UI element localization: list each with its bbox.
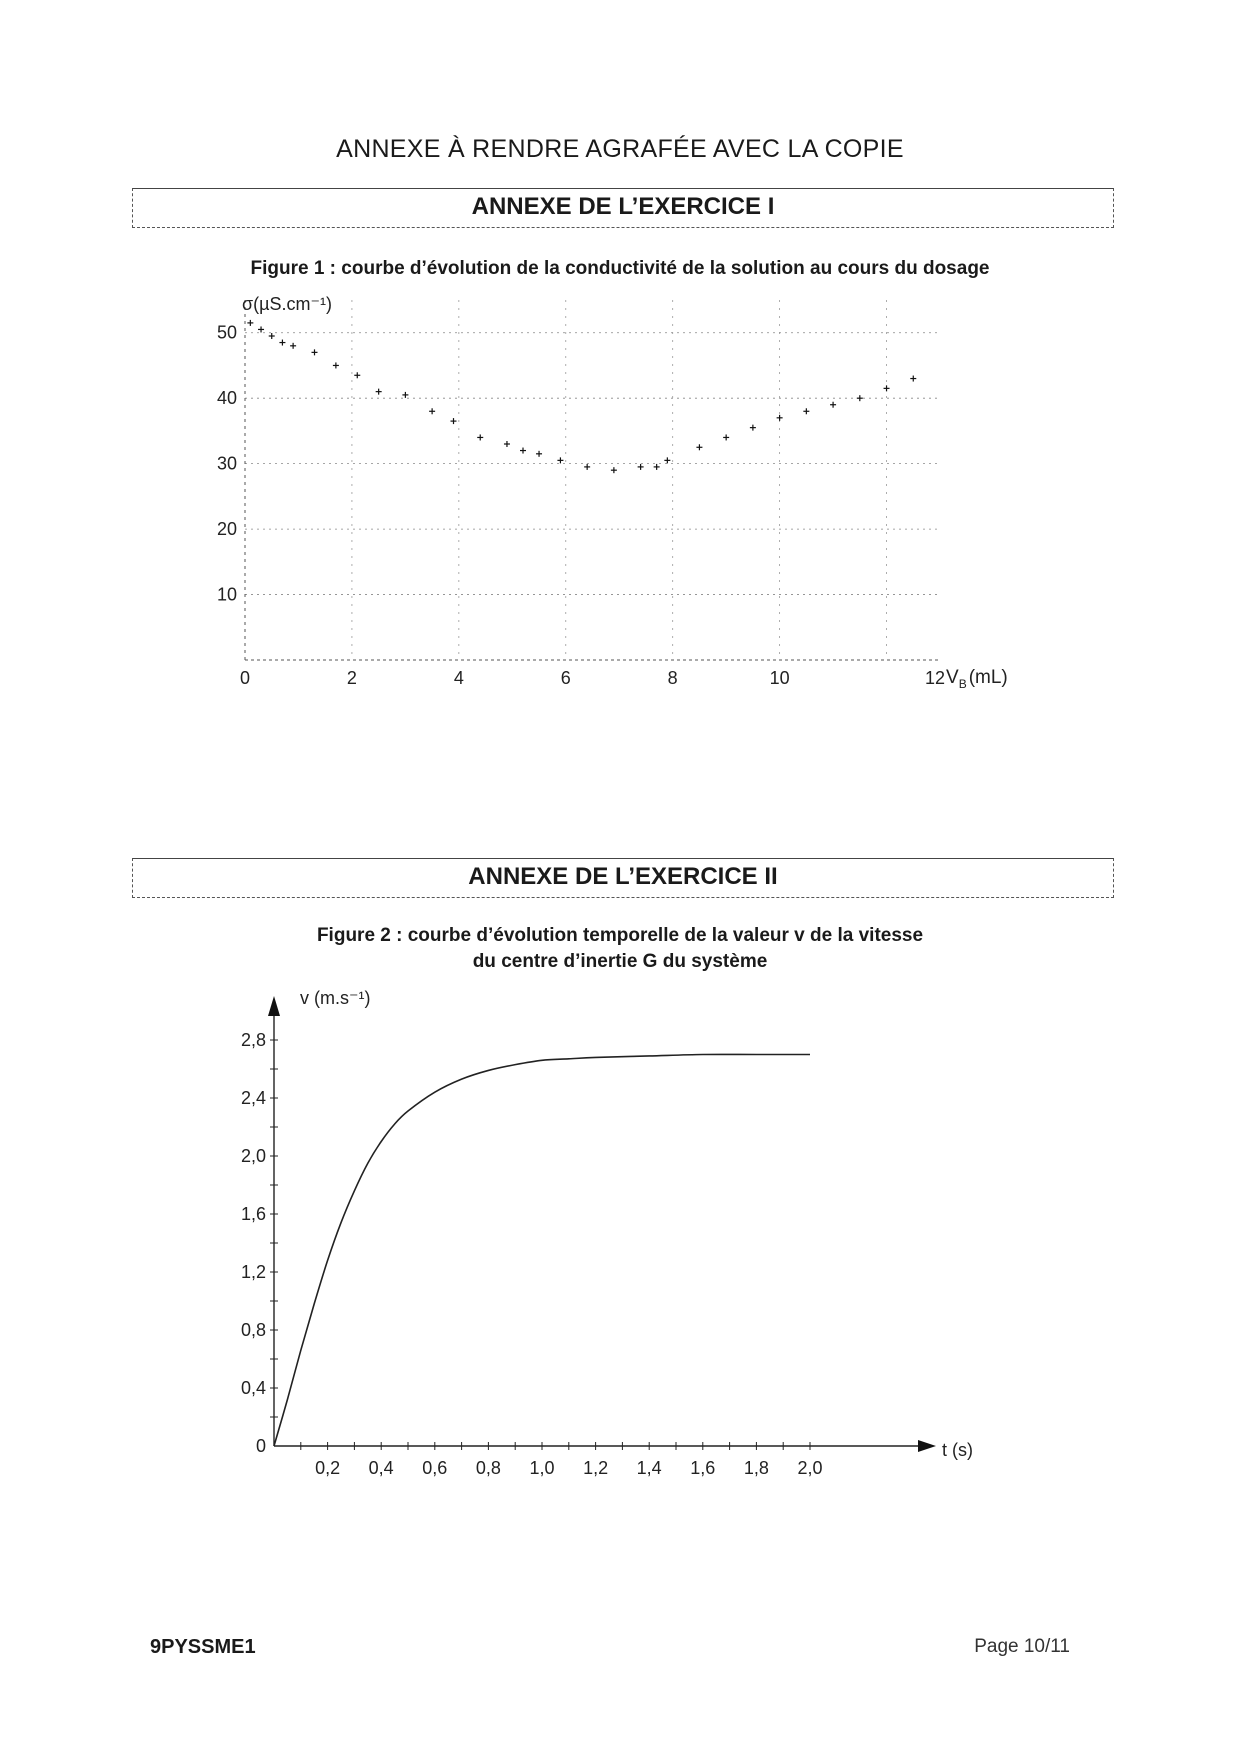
figure-1-data-point	[269, 333, 275, 339]
figure-2-x-tick-label: 2,0	[797, 1458, 823, 1478]
figure-1-data-point	[279, 340, 285, 346]
section-title-exercise-1: ANNEXE DE L’EXERCICE I	[471, 193, 775, 220]
figure-1-y-ticks	[217, 323, 237, 605]
figure-1-data-point	[477, 434, 483, 440]
figure-2-x-tick-label: 0,8	[475, 1458, 501, 1478]
figure-1-data-point	[258, 326, 264, 332]
figure-1-x-axis-label	[946, 667, 1008, 691]
figure-1-data-point	[557, 457, 563, 463]
figure-1-data-point	[910, 376, 916, 382]
figure-1-data-point	[312, 349, 318, 355]
figure-1-data-point	[402, 392, 408, 398]
figure-1-x-tick-label: 6	[560, 668, 571, 688]
figure-2-caption-line1: Figure 2 : courbe d’évolution temporelle de la valeur v de la vitesse	[316, 925, 924, 946]
figure-2-y-ticks	[241, 1030, 266, 1456]
figure-1-data-point	[611, 467, 617, 473]
figure-1-data-point	[290, 343, 296, 349]
figure-1-data-point	[354, 372, 360, 378]
figure-1-data-point	[803, 408, 809, 414]
figure-2-x-tick-label: 1,6	[690, 1458, 716, 1478]
figure-1-x-axis-var: V	[946, 667, 959, 688]
figure-1-x-tick-label: 2	[346, 668, 357, 688]
figure-1-data-point	[750, 425, 756, 431]
figure-2-y-tick-label: 0,4	[240, 1378, 266, 1398]
figure-1-y-tick-label: 30	[216, 453, 237, 474]
figure-2-x-tick-label: 0,4	[368, 1458, 394, 1478]
figure-2-x-axis-arrow	[918, 1440, 936, 1452]
main-title: ANNEXE À RENDRE AGRAFÉE AVEC LA COPIE	[336, 135, 904, 163]
figure-2-x-tick-label: 1,0	[529, 1458, 555, 1478]
figure-2-x-tick-label: 0,6	[422, 1458, 448, 1478]
figure-1-y-tick-label: 10	[216, 584, 237, 605]
footer-document-code: 9PYSSME1	[150, 1636, 256, 1658]
figure-1-x-tick-label: 0	[239, 668, 251, 688]
figure-1-points	[247, 320, 916, 473]
figure-2-y-tick-label: 2,0	[240, 1146, 266, 1166]
figure-1-data-point	[654, 464, 660, 470]
figure-1-grid	[245, 300, 940, 660]
figure-1-y-tick-label: 20	[216, 519, 237, 540]
figure-2-velocity-curve	[274, 1054, 810, 1446]
figure-1-data-point	[451, 418, 457, 424]
figure-2-y-tick-label: 1,6	[240, 1204, 266, 1224]
section-header-exercise-2	[132, 858, 1114, 898]
figure-1-data-point	[520, 448, 526, 454]
figure-2-axes	[268, 996, 936, 1452]
figure-1-x-axis-unit: (mL)	[968, 667, 1008, 688]
figure-2-y-tick-label: 0	[255, 1436, 266, 1456]
figure-1-data-point	[830, 402, 836, 408]
footer-page-number: Page 10/11	[974, 1636, 1070, 1657]
figure-1-data-point	[777, 415, 783, 421]
figure-2-x-axis-label: t (s)	[942, 1440, 973, 1460]
figure-1-y-tick-label: 50	[216, 322, 237, 343]
figure-2-x-tick-label: 1,4	[636, 1458, 662, 1478]
figure-1-data-point	[584, 464, 590, 470]
figure-1-data-point	[376, 389, 382, 395]
figure-1-data-point	[884, 385, 890, 391]
figure-1-x-axis-sub: B	[958, 677, 967, 691]
figure-1-data-point	[696, 444, 702, 450]
figure-1-axes	[245, 300, 940, 660]
figure-2-y-tick-label: 2,4	[240, 1088, 266, 1108]
figure-1-data-point	[504, 441, 510, 447]
figure-1-data-point	[723, 434, 729, 440]
figure-2-x-tick-label: 0,2	[315, 1458, 341, 1478]
figure-1-data-point	[638, 464, 644, 470]
figure-1-y-axis-label: σ(µS.cm⁻¹)	[242, 294, 332, 314]
figure-1-data-point	[247, 320, 253, 326]
figure-2-x-tick-label: 1,2	[583, 1458, 609, 1478]
figure-2-y-axis-arrow	[268, 996, 280, 1016]
figure-1-chart	[150, 290, 1070, 710]
figure-2-y-tick-label: 1,2	[240, 1262, 266, 1282]
figure-2-y-axis-label: v (m.s⁻¹)	[300, 988, 371, 1008]
figure-1-caption: Figure 1 : courbe d’évolution de la conductivité de la solution au cours du dosage	[250, 258, 990, 279]
figure-1-x-tick-label: 12	[924, 668, 945, 688]
figure-2-y-tick-label: 0,8	[240, 1320, 266, 1340]
figure-1-y-tick-label: 40	[216, 388, 237, 409]
figure-1-x-ticks	[240, 668, 945, 688]
figure-2-x-tick-label: 1,8	[743, 1458, 769, 1478]
figure-1-data-point	[429, 408, 435, 414]
figure-2-caption-line2: du centre d’inertie G du système	[472, 951, 768, 972]
figure-2-chart	[240, 980, 1010, 1490]
figure-1-x-tick-label: 8	[667, 668, 678, 688]
figure-2-x-ticks	[315, 1458, 822, 1478]
figure-1-data-point	[536, 451, 542, 457]
section-title-exercise-2: ANNEXE DE L’EXERCICE II	[468, 863, 778, 890]
figure-2-y-tick-label: 2,8	[240, 1030, 266, 1050]
figure-1-x-tick-label: 4	[453, 668, 464, 688]
figure-1-data-point	[857, 395, 863, 401]
figure-1-x-tick-label: 10	[769, 668, 790, 688]
figure-1-data-point	[333, 362, 339, 368]
figure-1-data-point	[664, 457, 670, 463]
section-header-exercise-1	[132, 188, 1114, 228]
